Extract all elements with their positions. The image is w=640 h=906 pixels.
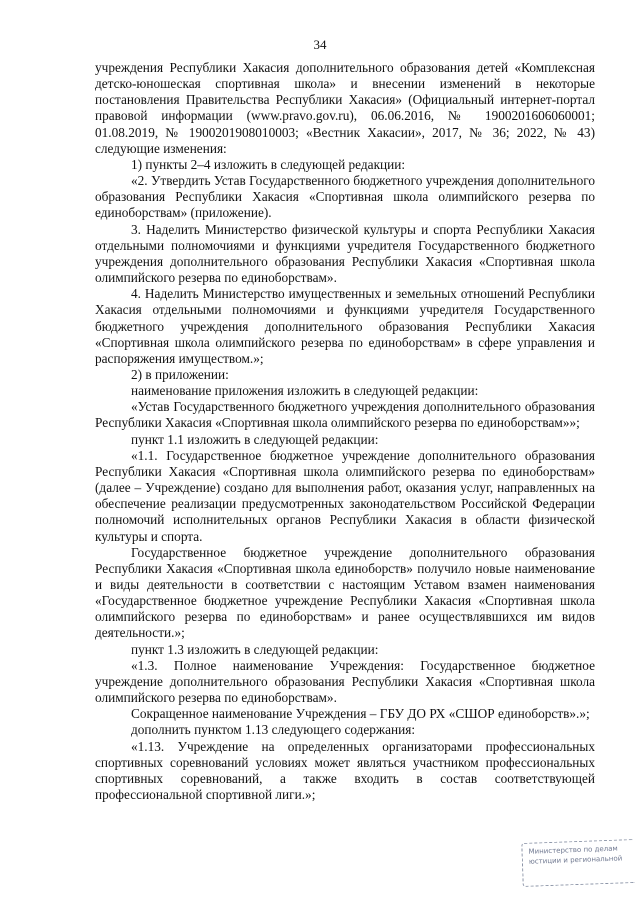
document-body — [95, 60, 595, 803]
paragraph: 3. Наделить Министерство физической культуры и спорта Республики Хакасия отдельными полномочиями и функциями учредителя Государственного бюджетного учреждения дополнительного образования Республики Хакасия «Спортивная школа олимпийского резерва по единоборствам». — [95, 221, 595, 286]
registration-stamp — [521, 839, 634, 887]
stamp-line-2: юстиции и региональной — [528, 854, 623, 866]
paragraph: «2. Утвердить Устав Государственного бюджетного учреждения дополнительного образования Республики Хакасия «Спортивная школа олимпийского резерва по единоборствам» (приложение). — [95, 173, 595, 221]
paragraph: 4. Наделить Министерство имущественных и земельных отношений Республики Хакасия отдельными полномочиями и функциями учредителя Государственного бюджетного учреждения дополнительного образования Республики Хакасия «Спортивная школа олимпийского резерва по единоборствам» в сфере управления и распоряжения имуществом.»; — [95, 286, 595, 366]
paragraph: 2) в приложении: — [131, 366, 229, 382]
paragraph: пункт 1.3 изложить в следующей редакции: — [131, 641, 379, 657]
paragraph: «Устав Государственного бюджетного учреждения дополнительного образования Республики Хакасия «Спортивная школа олимпийского резерва по единоборствам»»; — [95, 399, 595, 431]
paragraph: наименование приложения изложить в следующей редакции: — [131, 383, 479, 399]
stamp-line-1: Министерство по делам — [528, 844, 618, 856]
paragraph: «1.1. Государственное бюджетное учреждение дополнительного образования Республики Хакасия «Спортивная школа олимпийского резерва по единоборствам» (далее – Учреждение) создано для выполнения работ, оказания услуг, направленных на обеспечение реализации предусмотренных законодательством Российской Федерации полномочий исполнительных органов Республики Хакасия в области физической культуры и спорта. — [95, 447, 595, 544]
paragraph: «1.3. Полное наименование Учреждения: Государственное бюджетное учреждение дополнительного образования Республики Хакасия «Спортивная школа олимпийского резерва по единоборствам». — [95, 657, 595, 706]
paragraph: учреждения Республики Хакасия дополнительного образования детей «Комплексная детско-юношеская спортивная школа» и внесении изменений в некоторые постановления Правительства Республики Хакасия» (Официальный интернет-портал правовой информации (www.pravo.gov.ru), 06.06.2016, № 1900201606060001; 01.08.2019, № 1900201908010003; «Вестник Хакасии», 2017, № 36; 2022, № 43) следующие изменения: — [95, 60, 595, 156]
paragraph: Государственное бюджетное учреждение дополнительного образования Республики Хакасия «Спортивная школа единоборств» получило новые наименование и виды деятельности в соответствии с настоящим Уставом взамен наименования «Государственное бюджетное учреждение Республики Хакасия «Спортивная школа олимпийского резерва по единоборствам» и ранее осуществлявшихся им видов деятельности.»; — [95, 544, 595, 641]
paragraph: Сокращенное наименование Учреждения – ГБУ ДО РХ «СШОР единоборств».»; — [131, 706, 590, 722]
page-number: 34 — [313, 37, 327, 52]
paragraph: 1) пункты 2–4 изложить в следующей редакции: — [131, 156, 406, 172]
paragraph: дополнить пунктом 1.13 следующего содержания: — [131, 722, 416, 738]
paragraph: «1.13. Учреждение на определенных организаторами профессиональных спортивных соревнований условиях может являться участником профессиональных спортивных соревнований, а также входить в состав соответствующей профессиональной спортивной лиги.»; — [95, 738, 595, 803]
paragraph: пункт 1.1 изложить в следующей редакции: — [131, 431, 379, 447]
